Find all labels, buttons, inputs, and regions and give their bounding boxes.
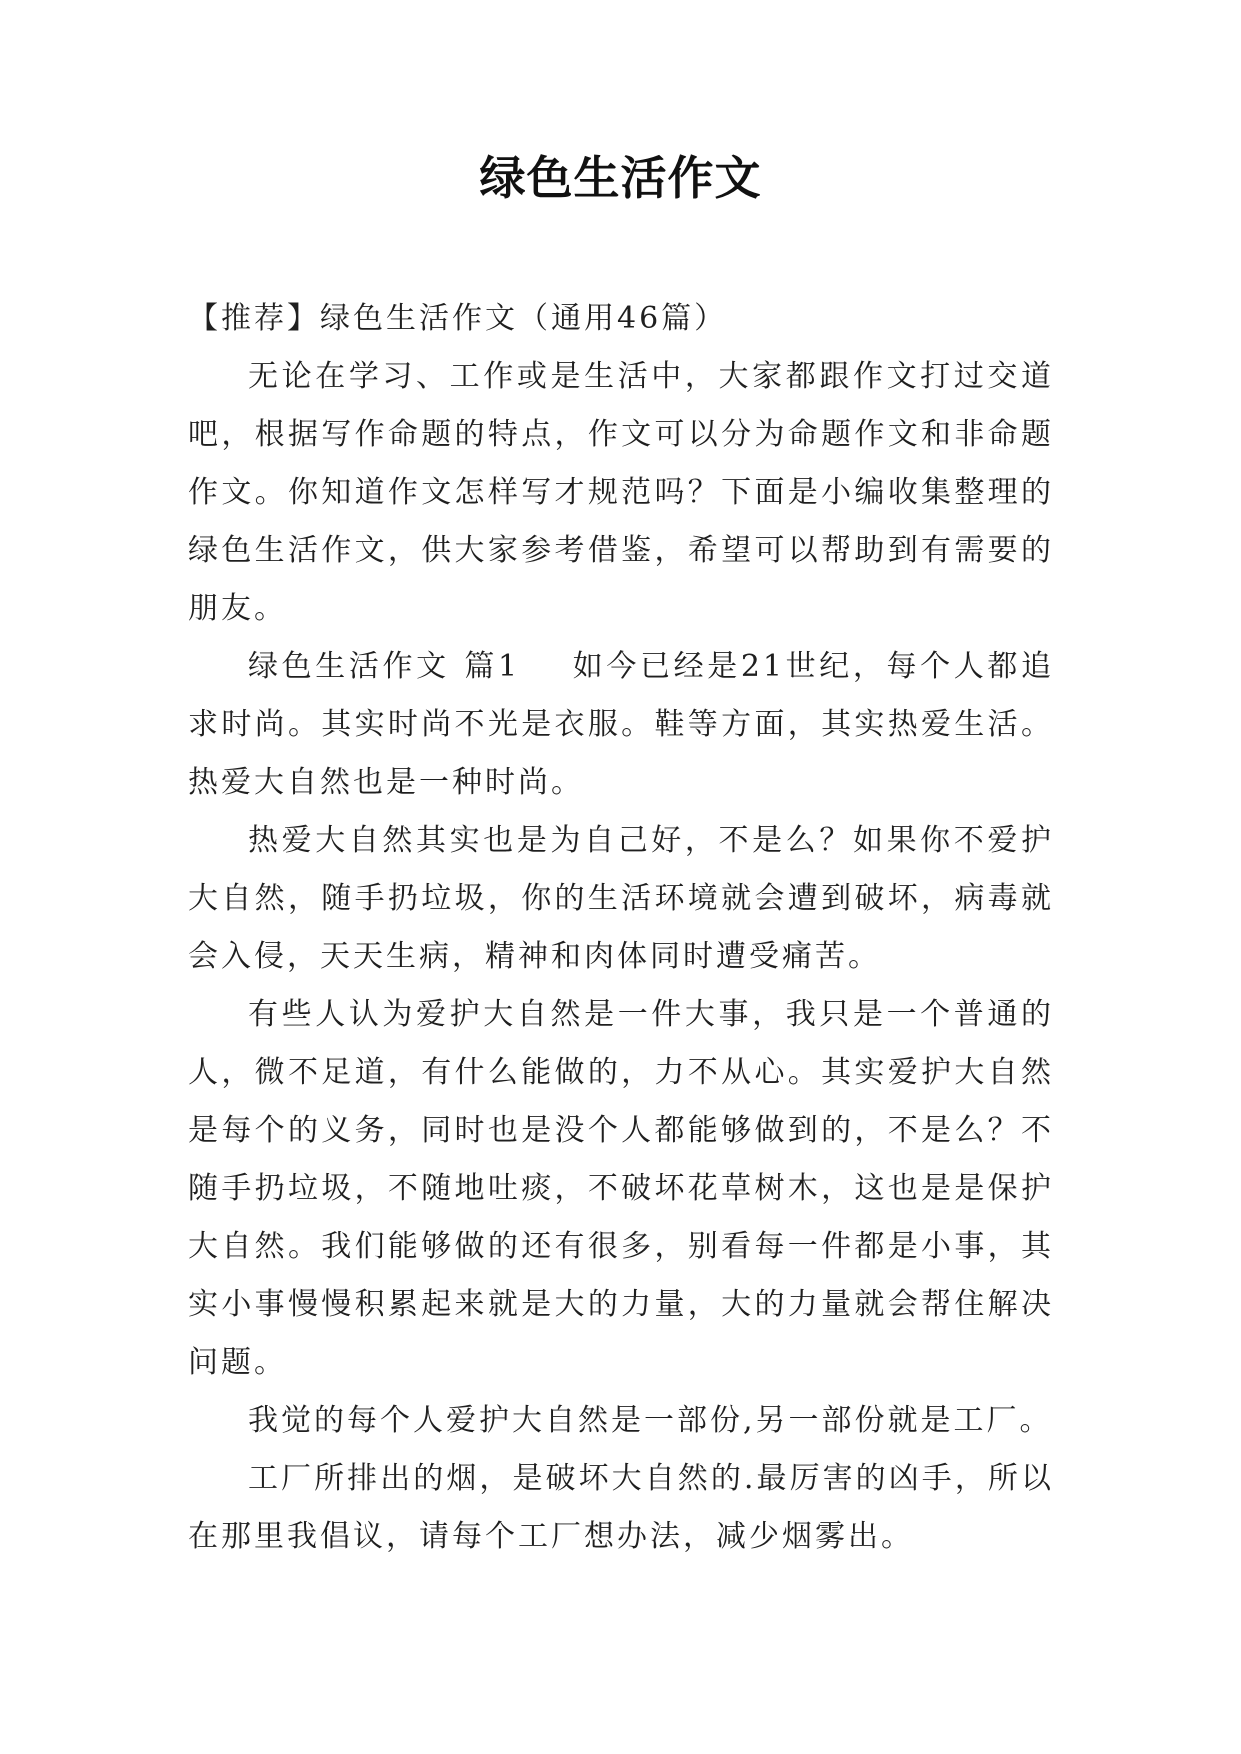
document-title: 绿色生活作文	[479, 151, 762, 205]
body-paragraph: 热爱大自然其实也是为自己好，不是么？如果你不爱护大自然，随手扔垃圾，你的生活环境就会遭到破坏，病毒就会入侵，天天生病，精神和肉体同时遭受痛苦。	[188, 823, 1054, 974]
section-1-title: 绿色生活作文	[248, 649, 450, 684]
intro-paragraph: 无论在学习、工作或是生活中，大家都跟作文打过交道吧，根据写作命题的特点，作文可以分为命题作文和非命题作文。你知道作文怎样写才规范吗？下面是小编收集整理的绿色生活作文，供大家参考借鉴，希望可以帮助到有需要的朋友。	[188, 359, 1054, 626]
document-body	[188, 290, 1054, 1566]
section-1-first-text: 如今已经是21世纪，每个人都追求时尚。其实时尚不光是衣服。鞋等方面，其实热爱生活。热爱大自然也是一种时尚。	[188, 649, 1054, 800]
section-1-label: 篇1	[463, 649, 521, 684]
section-1-paragraph	[188, 638, 1054, 812]
body-paragraph: 我觉的每个人爱护大自然是一部份,另一部份就是工厂。	[248, 1403, 1053, 1438]
body-paragraph: 工厂所排出的烟，是破坏大自然的.最厉害的凶手，所以在那里我倡议，请每个工厂想办法，减少烟雾出。	[188, 1461, 1054, 1554]
body-paragraph: 有些人认为爱护大自然是一件大事，我只是一个普通的人，微不足道，有什么能做的，力不从心。其实爱护大自然是每个的义务，同时也是没个人都能够做到的，不是么？不随手扔垃圾，不随地吐痰，不破坏花草树木，这也是是保护大自然。我们能够做的还有很多，别看每一件都是小事，其实小事慢慢积累起来就是大的力量，大的力量就会帮住解决问题。	[188, 997, 1054, 1380]
document-subtitle: 【推荐】绿色生活作文（通用46篇）	[188, 301, 728, 336]
